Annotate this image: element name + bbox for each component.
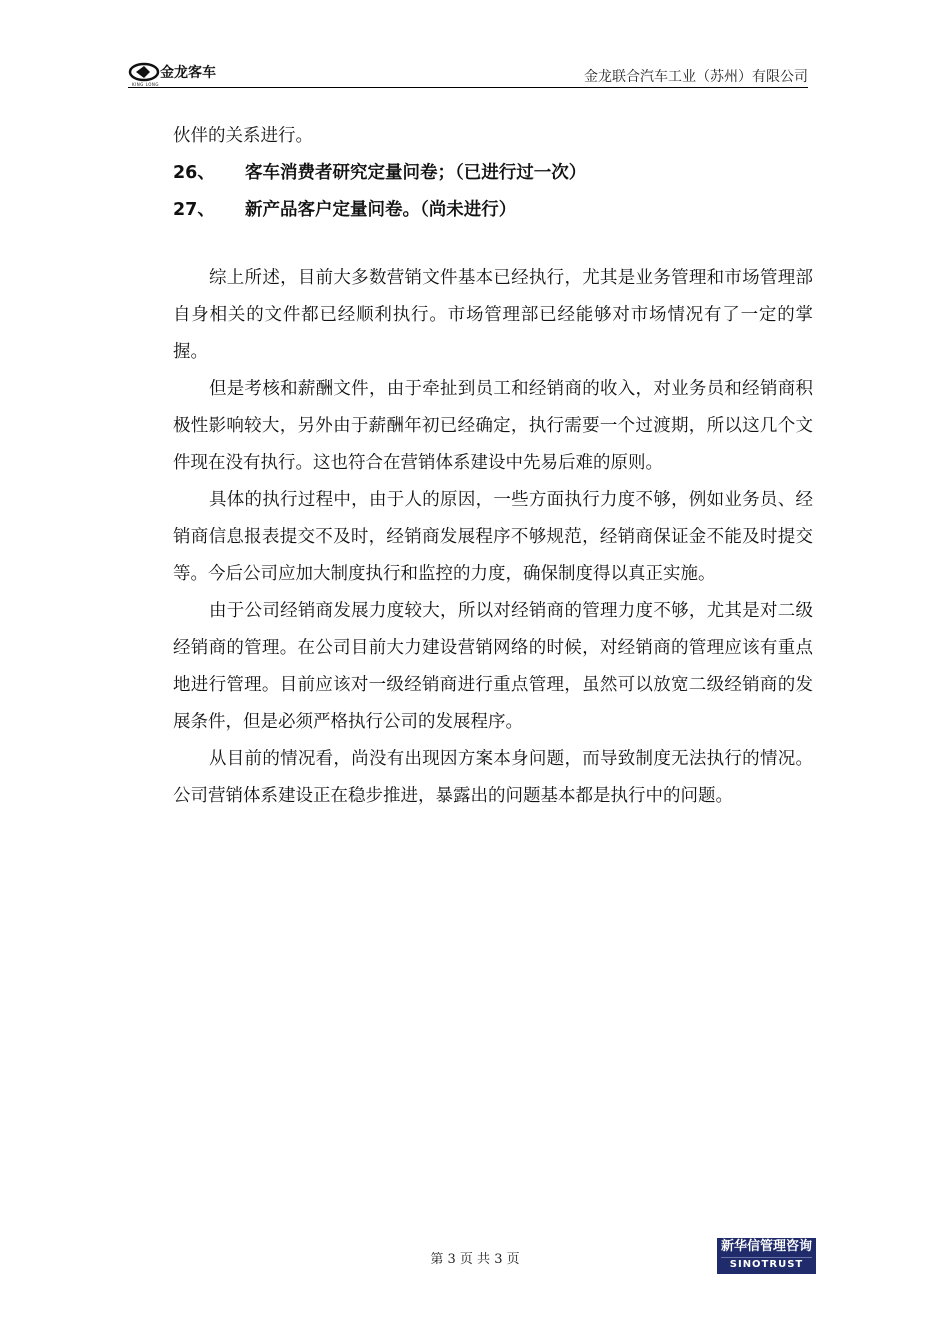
page-header: [128, 62, 808, 88]
paragraph: 从目前的情况看，尚没有出现因方案本身问题，而导致制度无法执行的情况。公司营销体系建设正在稳步推进，暴露出的问题基本都是执行中的问题。: [173, 749, 813, 806]
list-item: [173, 198, 813, 222]
logo-text: 金龙客车: [160, 65, 216, 81]
page-number: 第 3 页 共 3 页: [430, 1252, 520, 1267]
paragraph: 综上所述，目前大多数营销文件基本已经执行，尤其是业务管理和市场管理部自身相关的文件都已经顺利执行。市场管理部已经能够对市场情况有了一定的掌握。: [173, 268, 813, 362]
continuation-line: 伙伴的关系进行。: [173, 126, 313, 146]
list-item-number: 26、: [173, 163, 215, 183]
sinotrust-logo-en: SINOTRUST: [721, 1257, 812, 1272]
list-item-text: 新产品客户定量问卷。（尚未进行）: [245, 200, 517, 220]
company-name: 金龙联合汽车工业（苏州）有限公司: [584, 69, 808, 85]
list-item-text: 客车消费者研究定量问卷；（已进行过一次）: [245, 163, 587, 183]
paragraph: 具体的执行过程中，由于人的原因，一些方面执行力度不够，例如业务员、经销商信息报表提交不及时，经销商发展程序不够规范，经销商保证金不能及时提交等。今后公司应加大制度执行和监控的力度，确保制度得以真正实施。: [173, 490, 813, 584]
sinotrust-logo-cn: 新华信管理咨询: [720, 1239, 812, 1254]
paragraph: 由于公司经销商发展力度较大，所以对经销商的管理力度不够，尤其是对二级经销商的管理。在公司目前大力建设营销网络的时候，对经销商的管理应该有重点地进行管理。目前应该对一级经销商进行重点管理，虽然可以放宽二级经销商的发展条件，但是必须严格执行公司的发展程序。: [173, 601, 813, 732]
logo-subtext: KING LONG: [132, 82, 159, 87]
sinotrust-logo: [717, 1238, 816, 1274]
header-divider: [128, 87, 808, 88]
paragraph: 但是考核和薪酬文件，由于牵扯到员工和经销商的收入，对业务员和经销商积极性影响较大，另外由于薪酬年初已经确定，执行需要一个过渡期，所以这几个文件现在没有执行。这也符合在营销体系建设中先易后难的原则。: [173, 379, 813, 473]
document-body: [173, 124, 813, 815]
list-item: [173, 161, 813, 185]
list-item-number: 27、: [173, 200, 215, 220]
king-long-logo: [128, 62, 238, 88]
